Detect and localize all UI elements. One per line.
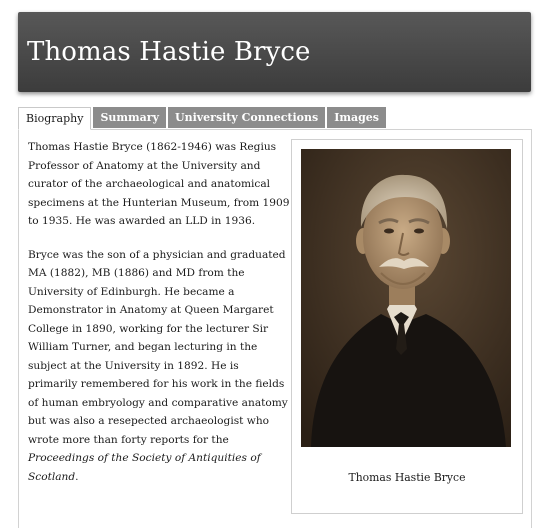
biography-text xyxy=(28,138,290,501)
bio-paragraph-2-text: Bryce was the son of a physician and graduated MA (1882), MB (1886) and MD from the University of Edinburgh. He became a Demonstrator in Anatomy at Queen Margaret College in 1890, working for the lecturer Sir William Turner, and began lecturing in the subject at the University in 1892. He is primarily remembered for his work in the fields of human embryology and comparative anatomy but was also a resepected archaeologist who wrote more than forty reports for the xyxy=(28,248,288,446)
tab-summary[interactable]: Summary xyxy=(93,107,166,128)
biography-panel xyxy=(18,129,532,528)
tab-biography[interactable]: Biography xyxy=(18,107,91,130)
tab-images[interactable]: Images xyxy=(327,107,386,128)
portrait-caption: Thomas Hastie Bryce xyxy=(348,471,466,484)
bio-paragraph-2 xyxy=(28,246,290,487)
publication-title: Proceedings of the Society of Antiquities of Scotland xyxy=(28,452,261,483)
page-header xyxy=(18,12,531,92)
portrait-figure xyxy=(291,139,523,514)
portrait-image xyxy=(301,149,511,447)
portrait-photo[interactable] xyxy=(301,149,511,447)
bio-paragraph-2-end: . xyxy=(75,470,79,483)
tab-bar xyxy=(18,107,388,129)
bio-paragraph-1: Thomas Hastie Bryce (1862-1946) was Regius Professor of Anatomy at the University and curator of the archaeological and anatomical specimens at the Hunterian Museum, from 1909 to 1935. He was awarded an LLD in 1936. xyxy=(28,141,290,227)
page-title: Thomas Hastie Bryce xyxy=(27,37,311,67)
tab-university-connections[interactable]: University Connections xyxy=(168,107,325,128)
